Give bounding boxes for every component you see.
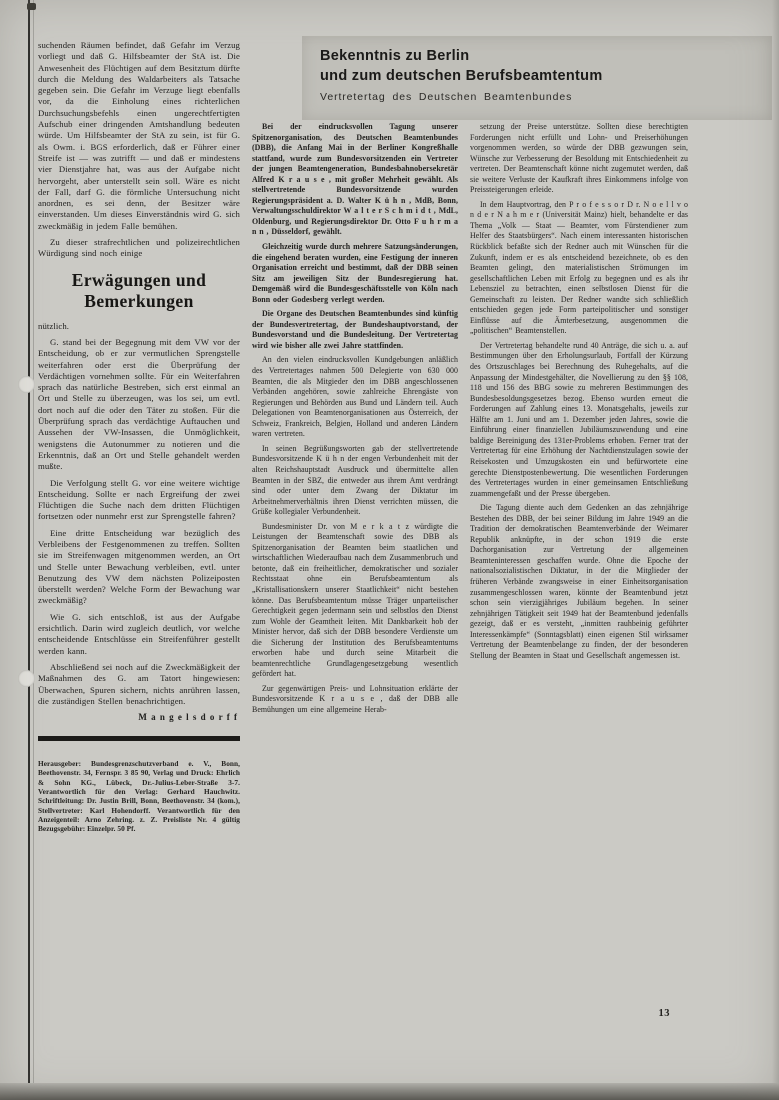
punch-hole	[18, 670, 35, 687]
paragraph: setzung der Preise unterstütze. Sollten diese berechtigten Forderungen nicht erfüllt und Lohn- und Preiserhöhungen vorgenommen werden, so würde der DBB gezwungen sein, Wünsche zur Verbesserung der Besoldung mit Entschiedenheit zu vertreten. Der Beamtenschaft könne nicht zugemutet werden, daß sie weitere Verluste der Kaufkraft ihres Einkommens infolge von Preissteigerungen erleide.	[470, 122, 688, 195]
paragraph: An den vielen eindrucksvollen Kundgebungen anläßlich des Vertretertages nahmen 500 Delegierte von 630 000 Beamten, die als Mitgieder den im DBB angeschlossenen Verbänden angehören, sowie zahlreiche Ehrengäste von Regierungen und Behörden aus Bund und Ländern teil. Auch Delegationen von Beamtenorganisationen aus Österreich, der Schweiz, Frankreich, Belgien, Holland und anderen Ländern waren vertreten.	[252, 355, 458, 439]
article-column-2	[470, 122, 688, 665]
paragraph: Bei der eindrucksvollen Tagung unserer Spitzenorganisation, des Deutschen Beamtenbundes (DBB), die Anfang Mai in der Berliner Kongreßhalle stattfand, wurde zum Bundesvorsitzenden ein Vertreter der jungen Beamtengeneration, Bundesbahnobersekretär Alfred K r a u s e , mit großer Mehrheit gewählt. Als stellvertretende Bundesvorsitzende wurden Regierungspräsident a. D. Walter K ü h n , MdB, Bonn, Verwaltungsschuldirektor W a l t e r S c h m i d t , MdL, Oldenburg, und Regierungsdirektor Dr. Otto F u h r m a n n , Düsseldorf, gewählt.	[252, 122, 458, 237]
article-header-box	[302, 36, 772, 120]
paragraph: suchenden Räumen befindet, daß Gefahr im Verzug vorliegt und daß G. Hilfsbeamter der StA ist. Die Anwesenheit des Flüchtigen auf dem Besitztum dürfte durch die Meldung des Waldarbeiters als Tatsache gegeben sein. Die Gefahr im Verzuge liegt ebenfalls vor, da die Einholung eines richterlichen Durchsuchungsbefehls einen ungerechtfertigten Aufschub einer dringenden Amtshandlung bedeuten würde. Um Hilfsbeamter der StA zu sein, ist für G. als Owm. i. BGS erforderlich, daß er Führer einer Streife ist — was zutrifft — und daß er mindestens vier Dienstjahre hat, was aus der Aufgabe nicht hervorgeht, aber unterstellt sein soll. Wäre es nicht der Fall, darf G. die förmliche Untersuchung nicht anordnen, es sei denn, der Besitzer wäre einverstanden. Um dieses Einverständnis wird G. sich zweckmäßig in jedem Falle bemühen.	[38, 40, 240, 231]
intro-paragraphs	[38, 40, 240, 260]
paragraph: nützlich.	[38, 320, 70, 331]
left-column	[38, 40, 240, 841]
article-subtitle: Vertretertag des Deutschen Beamtenbundes	[320, 91, 573, 103]
scan-edge-line	[28, 0, 30, 1100]
paragraph: Die Tagung diente auch dem Gedenken an das zehnjährige Bestehen des DBB, der bei seiner Bildung im Jahre 1949 an die Tradition der demokratischen Beamtenverbände der Weimarer Republik anknüpfte, in der schon 1919 die erste Dachorganisation zur Vertretung der allgemeinen Beamteninteressen geschaffen wurde. Ohne die Epoche der nationalsozialistischen Diktatur, in der die Mitglieder der früheren Verbände zwangsweise in einer Einheitsorganisation zusammengeschlossen waren, könnte der Beamtenbund jetzt schon sein vierzigjähriges Jubiläum begehen. In seiner zehnjährigen Tätigkeit seit 1949 hat der Beamtenbund jedenfalls gezeigt, daß er es versteht, „inmitten rauhbeinig geführter Interessenkämpfe“ (Sonntagsblatt) einen eigenen Stil wirksamer Vertretung der Beamtenbelange zu finden, der der besonderen Stellung der Beamten in Staat und Gesellschaft angemessen ist.	[470, 503, 688, 660]
section-heading: Erwägungen und Bemerkungen	[71, 269, 207, 311]
paragraph: Der Vertretertag behandelte rund 40 Anträge, die sich u. a. auf Bestimmungen über den Erholungsurlaub, Fortfall der Kürzung des Ortszuschlages bei Berechnung des Ruhegehalts, auf die Anpassung der Mindestgehälter, die Novellierung zu den §§ 108, 118 und 156 des BBG sowie zu mehreren Bestimmungen des Bundesbesoldungsgesetzes bezog. Ebenso wurden erneut die Forderungen auf Zahlung eines 13. Monatsgehalts, jeweils zur Hälfte am 1. Juni und am 1. Dezember jeden Jahres, sowie die Einführung einer finanziellen Jubiläumszuwendung und eine baldige Bereinigung des 131er-Problems erhoben. Ferner trat der Vertretertag für eine Erhöhung der Nachtdienstzulagen sowie der Reisekosten und Umzugskosten ein und befürwortete eine gerechte Dienstpostenbewertung. Die wesentlichen Forderungen des Vertretertages wurden in einer gemeinsamen Entschließung zuammengefaßt und der Presse übergeben.	[470, 340, 688, 498]
paragraph: Zu dieser strafrechtlichen und polizeirechtlichen Würdigung sind noch einige	[38, 237, 240, 259]
paragraph: G. stand bei der Begegnung mit dem VW vor der Entscheidung, ob er zur vermutlichen Sprengstelle weiterfahren oder erst die Überprüfung der Verdächtigen vornehmen sollte. Für ein Weiterfahren sprach das natürliche Bestreben, sich erst einmal an Ort und Stelle zu überzeugen, was los sei, um evtl. dort noch auf die oder den Täter zu stoßen. Für die Überprüfung sprach das verdächtige Auftauchen und Aussehen der VW-Insassen, die Unmöglichkeit, wenigstens die Autonummer zu notieren und die Erkenntnis, daß an Ort und Stelle gehandelt werden mußte.	[38, 336, 240, 472]
paragraph: In seinen Begrüßungsworten gab der stellvertretende Bundesvorsitzende K ü h n der engen Verbundenheit mit der alten Reichshauptstadt Ausdruck und übermittelte allen Beamten in der SBZ, die entweder aus ihrem Amt verdrängt sind oder unter dem Zwang der Diktatur im Arbeitnehmerverhältnis ihren Dienst verrichten müssen, die Grüße kollegialer Verbundenheit.	[252, 443, 458, 517]
scan-shadow-bottom	[0, 1083, 779, 1100]
punch-hole	[18, 376, 35, 393]
scan-corner-mark	[27, 3, 36, 10]
article-column-1	[252, 122, 458, 720]
paragraph: Zur gegenwärtigen Preis- und Lohnsituation erklärte der Bundesvorsitzende K r a u s e , daß der DBB alle Bemühungen um eine allgemeine Herab-	[252, 683, 458, 714]
paragraph: Eine dritte Entscheidung war bezüglich des Verbleibens der Festgenommenen zu treffen. Sollten sie im Streifenwagen mitgenommen werden, an Ort und Stelle unter Bewachung verbleiben, evtl. unter Benutzung des VW dem nächsten Polizeiposten überstellt werden? Welche Form der Bewachung war zweckmäßig?	[38, 527, 240, 606]
scan-edge-line-faint	[33, 0, 34, 1100]
paragraph: Die Verfolgung stellt G. vor eine weitere wichtige Entscheidung. Sollte er nach Ergreifung der zwei Flüchtigen die Suche nach dem dritten Flüchtigen fortsetzen oder nunmehr erst zur Sprengstelle fahren?	[38, 477, 240, 522]
paragraph: Bundesminister Dr. von M e r k a t z würdigte die Leistungen der Beamtenschaft sowie des DBB als Spitzenorganisation der Beamten beim staatlichen und wirtschaftlichen Wiederaufbau nach dem Zusammenbruch und betonte, daß ein freiheitlicher, demokratischer und sozialer Rechtsstaat ohne ein Berufsbeamtentum als „Kristallisationskern unserer Staatlichkeit“ nicht bestehen könne. Das Berufsbeamtentum müsse Träger unparteiischer Gerechtigkeit gegen jedermann sein und selbstlos den Dienst zum Wohle der Geamtheit leiten. Mit Dankbarkeit hob der Minister hervor, daß sich der DBB besondere Verdienste um die Sicherung der Institution des Berufsbeamtentums erworben habe und durch seine Mitarbeit die beamtenrechtliche Grundlagengesetzgebung wesentlich gefördert hat.	[252, 521, 458, 679]
paragraph: Abschließend sei noch auf die Zweckmäßigkeit der Maßnahmen des G. am Tatort hingewiesen: Überwachen, Spuren sichern, nichts anrühren lassen, die zuständigen Stellen benachrichtigen.	[38, 661, 240, 706]
paragraph: Wie G. sich entschloß, ist aus der Aufgabe ersichtlich. Darin wird zugleich deutlich, vor welche entscheidende Entschlüsse ein Streifenführer gestellt werden kann.	[38, 611, 240, 656]
imprint-text: Herausgeber: Bundesgrenzschutzverband e. V., Bonn, Beethovenstr. 34, Fernspr. 3 85 90, Verlag und Druck: Ehrlich & Sohn KG., Lübeck, Dr.-Julius-Leber-Straße 3-7. Verantwortlich für den Verlag: Gerhard Hauchwitz. Schriftleitung: Dr. Justin Brill, Bonn, Beethovenstr. 34 (kom.), Stellvertreter: Karl Hohendorff. Verantwortlich für den Anzeigenteil: Arno Zehring. z. Z. Preisliste Nr. 4 gültig Bezugsgebühr: Einzelpr. 50 Pf.	[38, 759, 240, 834]
scan-shadow-right	[772, 0, 779, 1100]
paragraph: Die Organe des Deutschen Beamtenbundes sind künftig der Bundesvertretertag, der Bundeshauptvorstand, der Bundesvorstand und die Bundesleitung. Der Vertretertag wird wie bisher alle zwei Jahre stattfinden.	[252, 309, 458, 350]
discussion-paragraphs	[38, 321, 240, 708]
article-title-line2: und zum deutschen Berufsbeamtentum	[320, 68, 603, 84]
article-title-line1: Bekenntnis zu Berlin	[320, 48, 470, 64]
author-signature: M a n g e l s d o r f f	[138, 712, 238, 723]
paragraph: In dem Hauptvortrag, den P r o f e s s o r D r. N o e l l v o n d e r N a h m e r (Universität Mainz) hielt, behandelte er das Thema „Volk — Staat — Beamter, vom Fürstendiener zum Helfer des Staatsbürgers“. Nach einem interessanten historischen Rückblick befaßte sich der Redner auch mit Wünschen für die Zukunft, indem er es als entscheidend bezeichnete, ob es den Beamten gelingt, den materialistischen Strömungen im gesellschaftlichen Leben mit Erfolg zu begegnen und es als ihr Lebensziel zu betrachten, einen selbstlosen Dienst für die Gemeinschaft zu leisten. Der Redner wandte sich schließlich entschieden gegen jede Form parteipolitischer und sonstiger Einflüsse auf die Ämterbesetzung, ausgenommen die „politischen“ Beamtenstellen.	[470, 199, 688, 336]
page-number: 13	[658, 1008, 670, 1019]
divider-rule	[38, 736, 240, 741]
paragraph: Gleichzeitig wurde durch mehrere Satzungsänderungen, die eingehend beraten wurden, eine Festigung der inneren Organisation erreicht und bestimmt, daß der DBB seinen Sitz am jeweiligen Sitz der Bundesregierung hat. Demgemäß wird die Bundesgeschäftsstelle von Köln nach Bonn oder Godesberg verlegt werden.	[252, 242, 458, 304]
